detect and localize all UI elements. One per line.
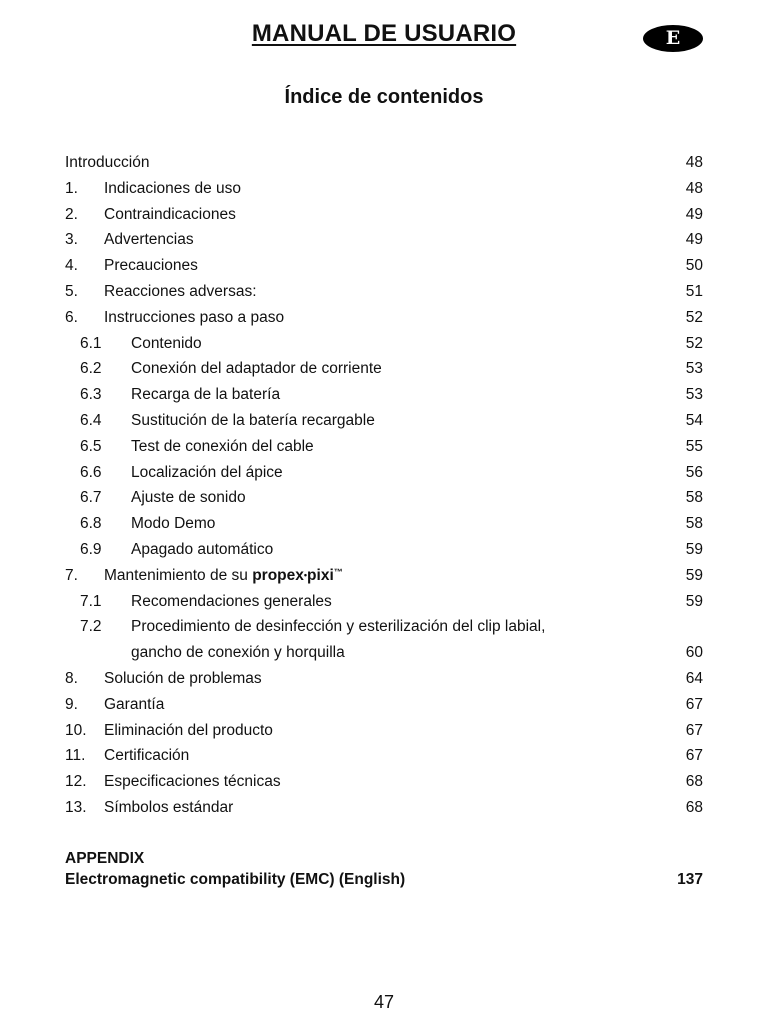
brand-dot: • (303, 569, 308, 580)
toc-entry-page: 56 (685, 463, 703, 481)
language-badge: E (643, 25, 703, 52)
toc-entry-label: Solución de problemas (104, 669, 262, 687)
toc-entry-number: 3. (65, 231, 78, 249)
toc-entry-page: 67 (685, 721, 703, 739)
page-number: 47 (373, 992, 395, 1012)
toc-entry-8 (65, 666, 703, 692)
toc-entry-7-2 (65, 614, 703, 640)
toc-entry-page: 59 (685, 592, 703, 610)
toc-entry-label: Especificaciones técnicas (104, 773, 281, 791)
toc-entry-number: 11. (65, 747, 86, 765)
toc-entry-label: Recarga de la batería (131, 386, 281, 404)
toc-entry-page: 68 (685, 773, 703, 791)
toc-entry-label: Certificación (104, 747, 190, 765)
toc-entry-6-6 (65, 460, 703, 486)
toc-entry-6-4 (65, 408, 703, 434)
toc-entry-page: 48 (685, 154, 703, 171)
toc-entry-number: 7.1 (80, 592, 102, 610)
appendix-entry-page: 137 (677, 871, 703, 888)
appendix-entry-label: Electromagnetic compatibility (EMC) (English) (65, 871, 406, 888)
toc-entry-page: 49 (685, 205, 703, 223)
toc-entry-6-3 (65, 382, 703, 408)
toc-entry-label: Reacciones adversas: (104, 282, 257, 300)
toc-entry-page: 68 (685, 798, 703, 816)
brand-name (252, 567, 343, 584)
toc-entry-label: Garantía (104, 695, 165, 713)
toc-entry-number: 7.2 (80, 618, 102, 636)
toc-entry-2 (65, 202, 703, 228)
toc-entry-9 (65, 692, 703, 718)
toc-entry-label: Apagado automático (131, 540, 274, 558)
toc-entry-page: 67 (685, 695, 703, 713)
toc-entry-number: 6.4 (80, 411, 102, 429)
toc-entry-number: 6.2 (80, 360, 102, 378)
toc-entry-label: Advertencias (104, 231, 194, 249)
table-of-contents (65, 150, 703, 821)
toc-entry-page: 51 (685, 282, 703, 300)
toc-entry-page: 55 (685, 437, 703, 455)
trademark-symbol: ™ (333, 566, 343, 577)
toc-entry-page: 67 (685, 747, 703, 765)
toc-entry-number: 6.1 (80, 334, 102, 352)
toc-entry-6-9 (65, 537, 703, 563)
toc-entry-5 (65, 279, 703, 305)
toc-entry-12 (65, 769, 703, 795)
toc-entry-label-continued: gancho de conexión y horquilla (131, 644, 345, 662)
toc-entry-6-8 (65, 511, 703, 537)
appendix-heading: APPENDIX (65, 850, 145, 867)
toc-entry-label: Indicaciones de uso (104, 179, 242, 197)
toc-entry-11 (65, 743, 703, 769)
toc-entry-6-2 (65, 356, 703, 382)
toc-entry-label (104, 563, 343, 589)
toc-entry-number: 6.7 (80, 489, 102, 507)
toc-entry-page: 53 (685, 386, 703, 404)
toc-entry-number: 13. (65, 798, 87, 816)
toc-entry-page: 49 (685, 231, 703, 249)
toc-entry-number: 6.8 (80, 515, 102, 533)
toc-entry-label: Eliminación del producto (104, 721, 273, 739)
toc-entry-label: Localización del ápice (131, 463, 283, 481)
toc-entry-number: 7. (65, 566, 78, 584)
toc-entry-label: Ajuste de sonido (131, 489, 246, 507)
toc-entry-label: Sustitución de la batería recargable (131, 411, 375, 429)
toc-entry-number: 8. (65, 669, 78, 687)
toc-entry-page: 60 (685, 644, 703, 662)
toc-entry-label: Precauciones (104, 257, 198, 275)
toc-entry-number: 9. (65, 695, 78, 713)
toc-entry-10 (65, 718, 703, 744)
toc-entry-7-1 (65, 589, 703, 615)
toc-entry-introduccion (65, 150, 703, 176)
toc-entry-page: 52 (685, 334, 703, 352)
brand-name-part-2: pixi (307, 566, 334, 584)
toc-entry-page: 64 (685, 669, 703, 687)
appendix-entry (65, 869, 703, 890)
toc-entry-6-7 (65, 485, 703, 511)
toc-entry-number: 4. (65, 257, 78, 275)
appendix-section (65, 848, 703, 890)
toc-entry-number: 6.5 (80, 437, 102, 455)
toc-entry-label: Contenido (131, 334, 202, 352)
toc-entry-number: 6.3 (80, 386, 102, 404)
toc-entry-label: Procedimiento de desinfección y esterilización del clip labial, (131, 618, 546, 636)
toc-entry-label: Modo Demo (131, 515, 216, 533)
toc-entry-page: 50 (685, 257, 703, 275)
toc-entry-6 (65, 305, 703, 331)
toc-entry-page: 54 (685, 411, 703, 429)
toc-entry-number: 2. (65, 205, 78, 223)
toc-entry-label: Recomendaciones generales (131, 592, 332, 610)
toc-entry-label: Conexión del adaptador de corriente (131, 360, 382, 378)
brand-name-part-1: propex (252, 566, 304, 584)
toc-entry-number: 6. (65, 308, 78, 326)
toc-entry-number: 1. (65, 179, 78, 197)
toc-entry-1 (65, 176, 703, 202)
toc-entry-3 (65, 227, 703, 253)
toc-entry-label: Símbolos estándar (104, 798, 234, 816)
toc-entry-page: 52 (685, 308, 703, 326)
toc-entry-page: 58 (685, 489, 703, 507)
toc-entry-label: Test de conexión del cable (131, 437, 314, 455)
toc-entry-number: 10. (65, 721, 87, 739)
toc-entry-label: Instrucciones paso a paso (104, 308, 285, 326)
toc-entry-6-1 (65, 331, 703, 357)
toc-entry-page: 53 (685, 360, 703, 378)
toc-entry-page: 59 (685, 540, 703, 558)
toc-entry-7-2-continued (65, 640, 703, 666)
toc-entry-4 (65, 253, 703, 279)
toc-entry-label-text: Mantenimiento de su (104, 566, 248, 584)
toc-entry-page: 59 (685, 566, 703, 584)
toc-entry-number: 6.6 (80, 463, 102, 481)
toc-entry-13 (65, 795, 703, 821)
toc-entry-label: Introducción (65, 154, 150, 171)
toc-entry-page: 48 (685, 179, 703, 197)
document-title: MANUAL DE USUARIO (251, 20, 517, 47)
toc-entry-label: Contraindicaciones (104, 205, 236, 223)
toc-entry-number: 12. (65, 773, 87, 791)
toc-entry-number: 5. (65, 282, 78, 300)
toc-entry-page: 58 (685, 515, 703, 533)
toc-heading: Índice de contenidos (284, 86, 484, 108)
toc-entry-6-5 (65, 434, 703, 460)
toc-entry-7 (65, 563, 703, 589)
toc-entry-number: 6.9 (80, 540, 102, 558)
